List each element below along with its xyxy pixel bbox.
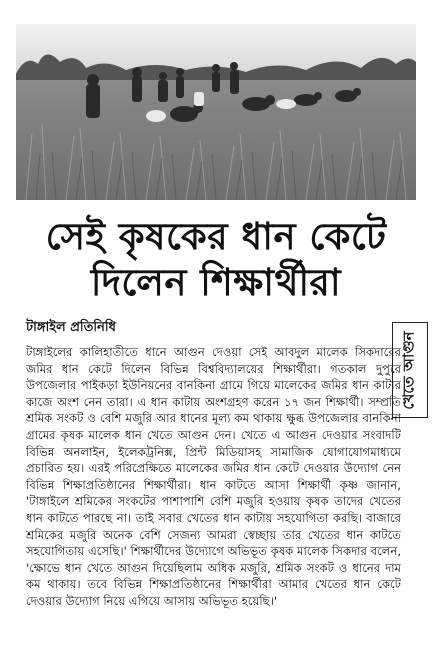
headline-line-2: দিলেন শিক্ষার্থীরা bbox=[90, 261, 342, 304]
article-body bbox=[26, 344, 401, 664]
article-paragraph: টাঙ্গাইলের কালিহাতীতে ধানে আগুন দেওয়া সেই আবদুল মালেক সিকদারের জমির ধান কেটে দিলেন বিভিন্ন বিশ্ববিদ্যালয়ের শিক্ষার্থীরা। গতকাল দুপুরে উপজেলার পাইকড়া ইউনিয়নের বানকিনা গ্রামে গিয়ে মালেকের জমির ধান কাটার কাজে অংশ নেন তারা। এ ধান কাটায় অংশগ্রহণ করেন ১৭ জন শিক্ষার্থী। সম্প্রতি শ্রমিক সংকট ও বেশি মজুরি আর ধানের মূল্য কম থাকায় ক্ষুব্ধ উপজেলার বানকিনা গ্রামের কৃষক মালেক ধান খেতে আগুন দেন। খেতে এ আগুন দেওয়ার সংবাদটি বিভিন্ন অনলাইন, ইলেকট্রনিক্স, প্রিন্ট মিডিয়াসহ সামাজিক যোগাযোগমাধ্যমে প্রচারিত হয়। এরই পরিপ্রেক্ষিতে মালেকের জমির ধান কেটে দেওয়ার উদ্যোগ নেন বিভিন্ন শিক্ষাপ্রতিষ্ঠানের শিক্ষার্থীরা। ধান কাটতে আসা শিক্ষার্থী কৃষ্ণ জানান, 'টাঙ্গাইলে শ্রমিকের সংকটের পাশাপাশি বেশি মজুরি হওয়ায় কৃষক তাদের খেতের ধান কাটতে পারছে না। তাই সবার খেতের ধান কাটায় সহযোগিতা করছি। বাজারে শ্রমিকের মজুরি অনেক বেশি সেজন্য আমরা স্বেচ্ছায় তার খেতের ধান কাটতে সহযোগিতায় এসেছি।' শিক্ষার্থীদের উদ্যোগে অভিভূত কৃষক মালেক সিকদার বলেন, 'ক্ষোভে ধান খেতে আগুন দিয়েছিলাম অধিক মজুরি, শ্রমিক সংকট ও ধানের দাম কম থাকায়। তবে বিভিন্ন শিক্ষাপ্রতিষ্ঠানের শিক্ষার্থীরা আমার খেতের ধান কেটে দেওয়ার উদ্যোগ নিয়ে এগিয়ে আসায় অভিভূত হয়েছি।' bbox=[26, 345, 401, 608]
headline bbox=[0, 214, 432, 306]
topic-tag-label: খেতে আগুন bbox=[399, 330, 418, 410]
harvest-photo bbox=[16, 24, 416, 200]
headline-line-1: সেই কৃষকের ধান কেটে bbox=[45, 215, 387, 258]
byline: টাঙ্গাইল প্রতিনিধি bbox=[26, 320, 116, 335]
harvest-field-photo bbox=[16, 24, 416, 200]
